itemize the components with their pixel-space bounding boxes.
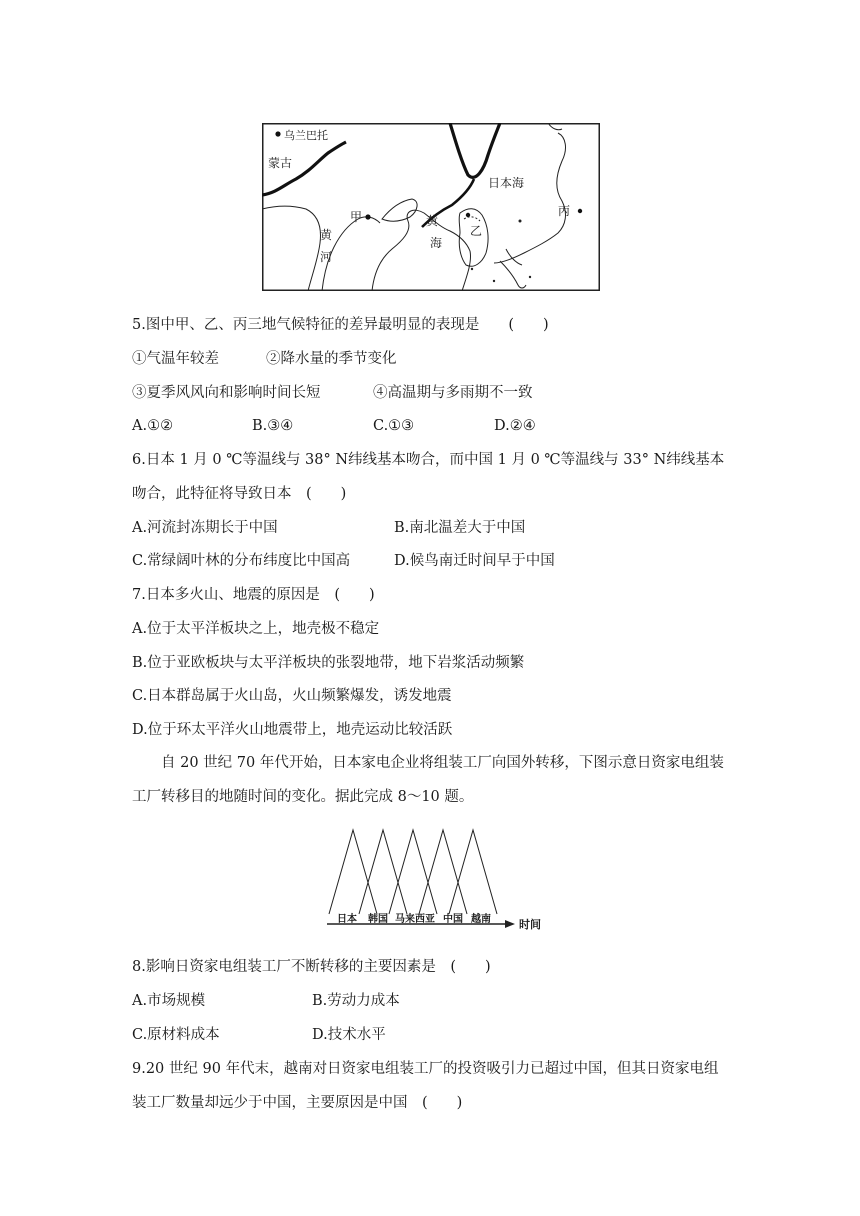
label-jia: 甲 xyxy=(350,210,363,224)
q5-option-b: B.③④ xyxy=(252,418,294,434)
point-yi-dot xyxy=(466,213,470,217)
point-bing-dot xyxy=(578,209,582,213)
country-japan: 日本 xyxy=(337,914,357,925)
q7-stem: 7.日本多火山、地震的原因是 ( ) xyxy=(132,587,375,603)
japan-honshu xyxy=(494,133,565,263)
intro-line-2: 工厂转移目的地随时间的变化。据此完成 8～10 题。 xyxy=(132,789,474,805)
q8-option-d: D.技术水平 xyxy=(312,1027,386,1043)
label-mongolia: 蒙古 xyxy=(268,156,293,170)
q7-option-b: B.位于亚欧板块与太平洋板块的张裂地带，地下岩浆活动频繁 xyxy=(132,655,525,671)
country-vietnam: 越南 xyxy=(471,914,491,925)
country-malaysia: 马来西亚 xyxy=(395,914,435,925)
country-korea: 韩国 xyxy=(368,914,388,925)
q6-stem-line-1: 6.日本 1 月 0 ℃等温线与 38° N纬线基本吻合，而中国 1 月 0 ℃等温线与 33° N纬线基本 xyxy=(132,452,725,468)
label-yellow-sea-2: 海 xyxy=(430,236,443,250)
label-yellow-sea-1: 黄 xyxy=(426,214,439,228)
china-russia-border xyxy=(450,123,500,177)
label-yellow-river-1: 黄 xyxy=(320,228,333,242)
q6-option-d: D.候鸟南迁时间早于中国 xyxy=(394,553,555,569)
q6-option-a: A.河流封冻期长于中国 xyxy=(132,520,278,536)
factory-migration-diagram xyxy=(323,826,551,938)
q5-item-3: ③夏季风风向和影响时间长短 xyxy=(132,385,321,401)
q5-item-2: ②降水量的季节变化 xyxy=(266,351,397,367)
country-china: 中国 xyxy=(443,914,463,925)
china-coastline xyxy=(262,206,320,291)
ulaanbaatar-dot xyxy=(275,131,280,136)
q7-option-d: D.位于环太平洋火山地震带上，地壳运动比较活跃 xyxy=(132,722,453,738)
q8-option-c: C.原材料成本 xyxy=(132,1027,220,1043)
east-asia-map xyxy=(262,123,600,291)
q9-stem-line-2: 装工厂数量却远少于中国，主要原因是中国 ( ) xyxy=(132,1095,463,1111)
q8-option-a: A.市场规模 xyxy=(132,993,206,1009)
q6-stem-line-2: 吻合，此特征将导致日本 ( ) xyxy=(132,486,347,502)
label-sea-of-japan: 日本海 xyxy=(488,176,525,190)
time-axis-arrow xyxy=(505,920,515,928)
q7-option-c: C.日本群岛属于火山岛，火山频繁爆发，诱发地震 xyxy=(132,688,452,704)
label-bing: 丙 xyxy=(558,204,571,218)
q8-option-b: B.劳动力成本 xyxy=(312,993,400,1009)
q9-stem-line-1: 9.20 世纪 90 年代末，越南对日资家电组装工厂的投资吸引力已超过中国，但其日资家电组 xyxy=(132,1061,719,1077)
label-yi: 乙 xyxy=(470,224,483,238)
intro-line-1: 自 20 世纪 70 年代开始，日本家电企业将组装工厂向国外转移，下图示意日资家电组装 xyxy=(132,755,724,771)
q6-option-c: C.常绿阔叶林的分布纬度比中国高 xyxy=(132,553,351,569)
point-jia-dot xyxy=(365,214,370,219)
label-ulaanbaatar: 乌兰巴托 xyxy=(284,129,328,142)
q5-stem: 5.图中甲、乙、丙三地气候特征的差异最明显的表现是 ( ) xyxy=(132,317,549,333)
q5-item-1: ①气温年较差 xyxy=(132,351,219,367)
q8-stem: 8.影响日资家电组装工厂不断转移的主要因素是 ( ) xyxy=(132,959,491,975)
q6-option-b: B.南北温差大于中国 xyxy=(394,520,526,536)
q7-option-a: A.位于太平洋板块之上，地壳极不稳定 xyxy=(132,621,380,637)
time-axis-label: 时间 xyxy=(519,918,541,931)
q5-item-4: ④高温期与多雨期不一致 xyxy=(373,385,533,401)
label-yellow-river-2: 河 xyxy=(320,250,333,264)
q5-option-a: A.①② xyxy=(132,418,174,434)
q5-option-d: D.②④ xyxy=(494,418,536,434)
q5-option-c: C.①③ xyxy=(373,418,415,434)
